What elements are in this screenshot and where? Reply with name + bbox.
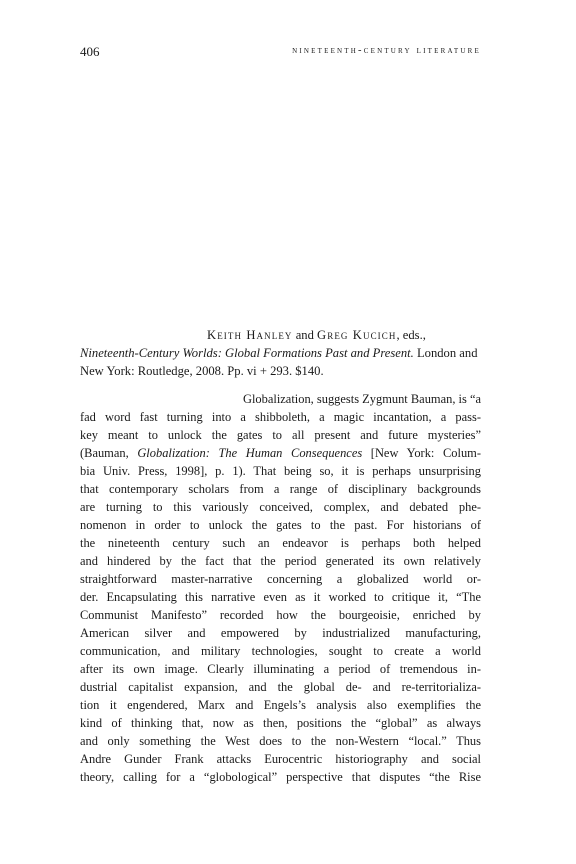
- body-line: [80, 534, 481, 552]
- running-head: [80, 44, 481, 62]
- body-text: kind of thinking that, now as then, positions the “global” as always: [80, 716, 481, 730]
- body-line: [80, 606, 481, 624]
- body-text: bia Univ. Press, 1998], p. 1). That being so, it is perhaps unsurprising: [80, 464, 481, 478]
- citation-book-title: Nineteenth-Century Worlds: Global Formations Past and Present.: [80, 346, 414, 360]
- body-text: the nineteenth century such an endeavor is perhaps both helped: [80, 536, 481, 550]
- body-line: [80, 480, 481, 498]
- body-text: fad word fast turning into a shibboleth, a magic incantation, a pass-: [80, 410, 481, 424]
- journal-title: nineteenth-century literature: [292, 45, 481, 56]
- body-line: [80, 624, 481, 642]
- body-text: after its own image. Clearly illuminating a period of tremendous in-: [80, 662, 481, 676]
- citation-author-1: Keith Hanley: [207, 328, 293, 342]
- citation-eds: , eds.,: [396, 328, 426, 342]
- body-line: [80, 570, 481, 588]
- body-line: [80, 390, 481, 408]
- body-text: [New York: Colum-: [362, 446, 481, 460]
- citation-author-2: Greg Kucich: [317, 328, 397, 342]
- body-line: [80, 444, 481, 462]
- body-text: are turning to this variously conceived, complex, and debated phe-: [80, 500, 481, 514]
- body-text: tion it engendered, Marx and Engels’s analysis also exemplifies the: [80, 698, 481, 712]
- body-line: [80, 696, 481, 714]
- body-text: that contemporary scholars from a range of disciplinary backgrounds: [80, 482, 481, 496]
- body-text: Andre Gunder Frank attacks Eurocentric historiography and social: [80, 752, 481, 766]
- body-text: and only something the West does to the non-Western “local.” Thus: [80, 734, 481, 748]
- body-text: nomenon in order to unlock the gates to the past. For historians of: [80, 518, 481, 532]
- body-line: [80, 642, 481, 660]
- body-text: key meant to unlock the gates to all present and future mysteries”: [80, 428, 481, 442]
- body-line: [80, 408, 481, 426]
- body-text: dustrial capitalist expansion, and the global de- and re-territorializa-: [80, 680, 481, 694]
- body-line: [80, 498, 481, 516]
- body-text: theory, calling for a “globological” perspective that disputes “the Rise: [80, 770, 481, 784]
- page-number: 406: [80, 44, 100, 59]
- body-text: American silver and empowered by industrialized manufacturing,: [80, 626, 481, 640]
- body-text: Globalization, suggests Zygmunt Bauman, is “a: [242, 392, 481, 406]
- body-line: [80, 714, 481, 732]
- citation-publisher-part-2: New York: Routledge, 2008. Pp. vi + 293. $140.: [80, 364, 324, 378]
- body-text: (Bauman,: [80, 446, 138, 460]
- body-line: [80, 426, 481, 444]
- body-text: der. Encapsulating this narrative even as it worked to critique it, “The: [80, 590, 481, 604]
- review-body: [80, 390, 481, 786]
- body-text: Communist Manifesto” recorded how the bourgeoisie, enriched by: [80, 608, 481, 622]
- body-line: [80, 552, 481, 570]
- citation-publisher-part-1: London and: [413, 346, 478, 360]
- body-text: communication, and military technologies, sought to create a world: [80, 644, 481, 658]
- book-citation: [80, 326, 481, 380]
- body-line: [80, 678, 481, 696]
- body-line: [80, 462, 481, 480]
- body-line: [80, 732, 481, 750]
- body-line: [80, 588, 481, 606]
- cited-book-title: Globalization: The Human Consequences: [137, 446, 363, 460]
- body-text: straightforward master-narrative concerning a globalized world or-: [80, 572, 481, 586]
- body-line: [80, 768, 481, 786]
- citation-connector: and: [295, 328, 314, 342]
- body-line: [80, 516, 481, 534]
- body-line: [80, 750, 481, 768]
- body-line: [80, 660, 481, 678]
- body-text: and hindered by the fact that the period generated its own relatively: [80, 554, 481, 568]
